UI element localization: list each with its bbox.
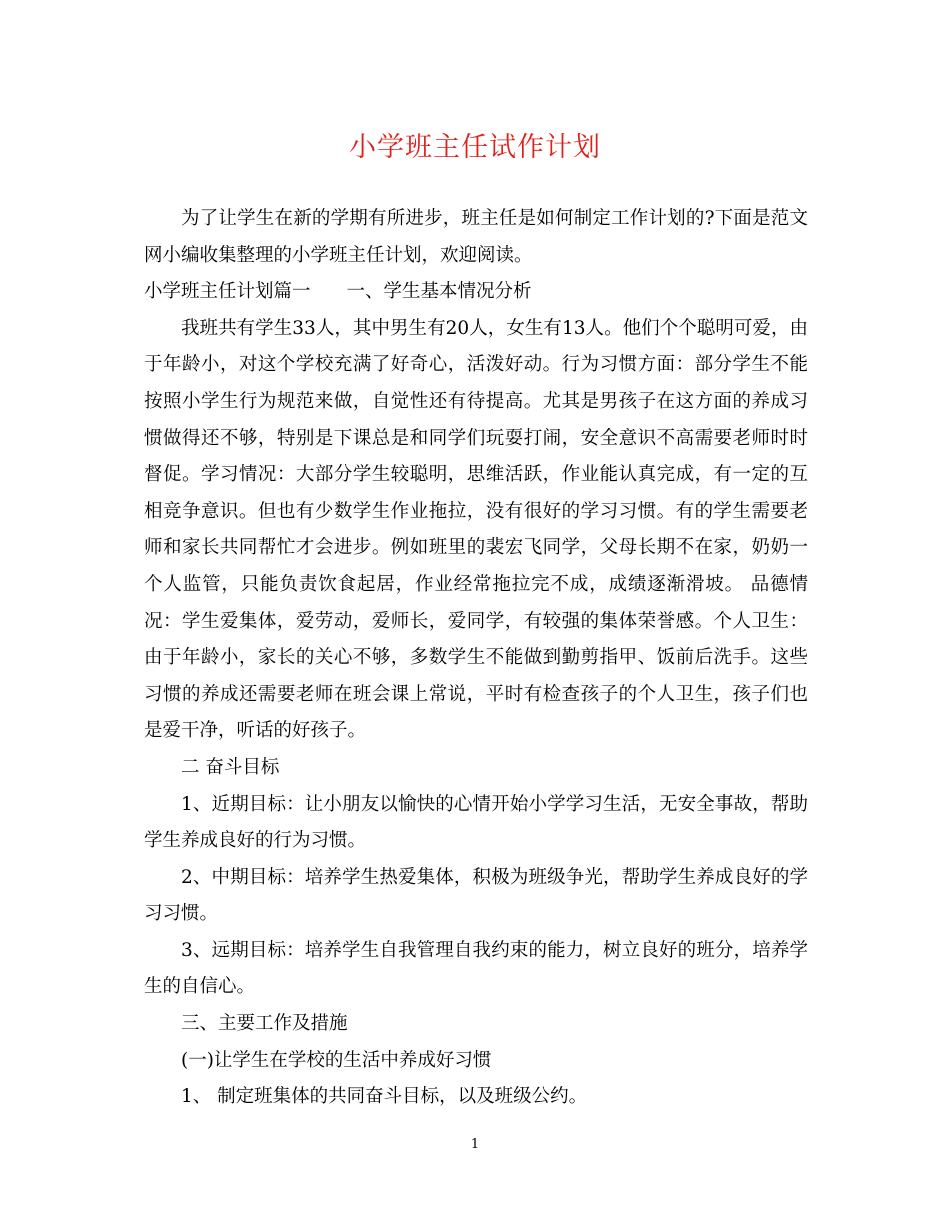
paragraph-short-term-goal: 1、近期目标：让小朋友以愉快的心情开始小学学习生活，无安全事故，帮助学生养成良好的行为习惯。 <box>144 793 808 852</box>
heading-main-work: 三、主要工作及措施 <box>181 1013 348 1035</box>
section-heading: 一、学生基本情况分析 <box>346 281 532 303</box>
paragraph-long-term-goal: 3、远期目标：培养学生自我管理自我约束的能力，树立良好的班分，培养学生的自信心。 <box>144 939 808 998</box>
intro-paragraph: 为了让学生在新的学期有所进步，班主任是如何制定工作计划的?下面是范文网小编收集整理的小学班主任计划，欢迎阅读。 <box>144 208 808 266</box>
paragraph-mid-term-goal: 2、中期目标：培养学生热爱集体，积极为班级争光，帮助学生养成良好的学习习惯。 <box>144 866 808 925</box>
section-label: 小学班主任计划篇一 <box>144 281 311 303</box>
page-number: 1 <box>470 1137 480 1152</box>
document-title: 小学班主任试作计划 <box>349 132 601 163</box>
subheading-habits: (一)让学生在学校的生活中养成好习惯 <box>181 1049 492 1071</box>
paragraph-student-analysis: 我班共有学生33人，其中男生有20人，女生有13人。他们个个聪明可爱，由于年龄小，对这个学校充满了好奇心，活泼好动。行为习惯方面：部分学生不能按照小学生行为规范来做，自觉性还有待提高。尤其是男孩子在这方面的养成习惯做得还不够，特别是下课总是和同学们玩耍打闹，安全意识不高需要老师时时督促。学习情况：大部分学生较聪明，思维活跃，作业能认真完成，有一定的互相竞争意识。但也有少数学生作业拖拉，没有很好的学习习惯。有的学生需要老师和家长共同帮忙才会进步。例如班里的裴宏飞同学，父母长期不在家，奶奶一个人监管，只能负责饮食起居，作业经常拖拉完不成，成绩逐渐滑坡。 品德情况：学生爱集体，爱劳动，爱师长，爱同学，有较强的集体荣誉感。个人卫生：由于年龄小，家长的关心不够，多数学生不能做到勤剪指甲、饭前后洗手。这些习惯的养成还需要老师在班会课上常说，平时有检查孩子的个人卫生，孩子们也是爱干净，听话的好孩子。 <box>144 317 808 742</box>
heading-goals: 二 奋斗目标 <box>181 756 280 778</box>
document-body <box>144 201 808 1116</box>
section-header-line <box>144 274 808 311</box>
list-item-class-goal: 1、 制定班集体的共同奋斗目标，以及班级公约。 <box>181 1086 588 1108</box>
